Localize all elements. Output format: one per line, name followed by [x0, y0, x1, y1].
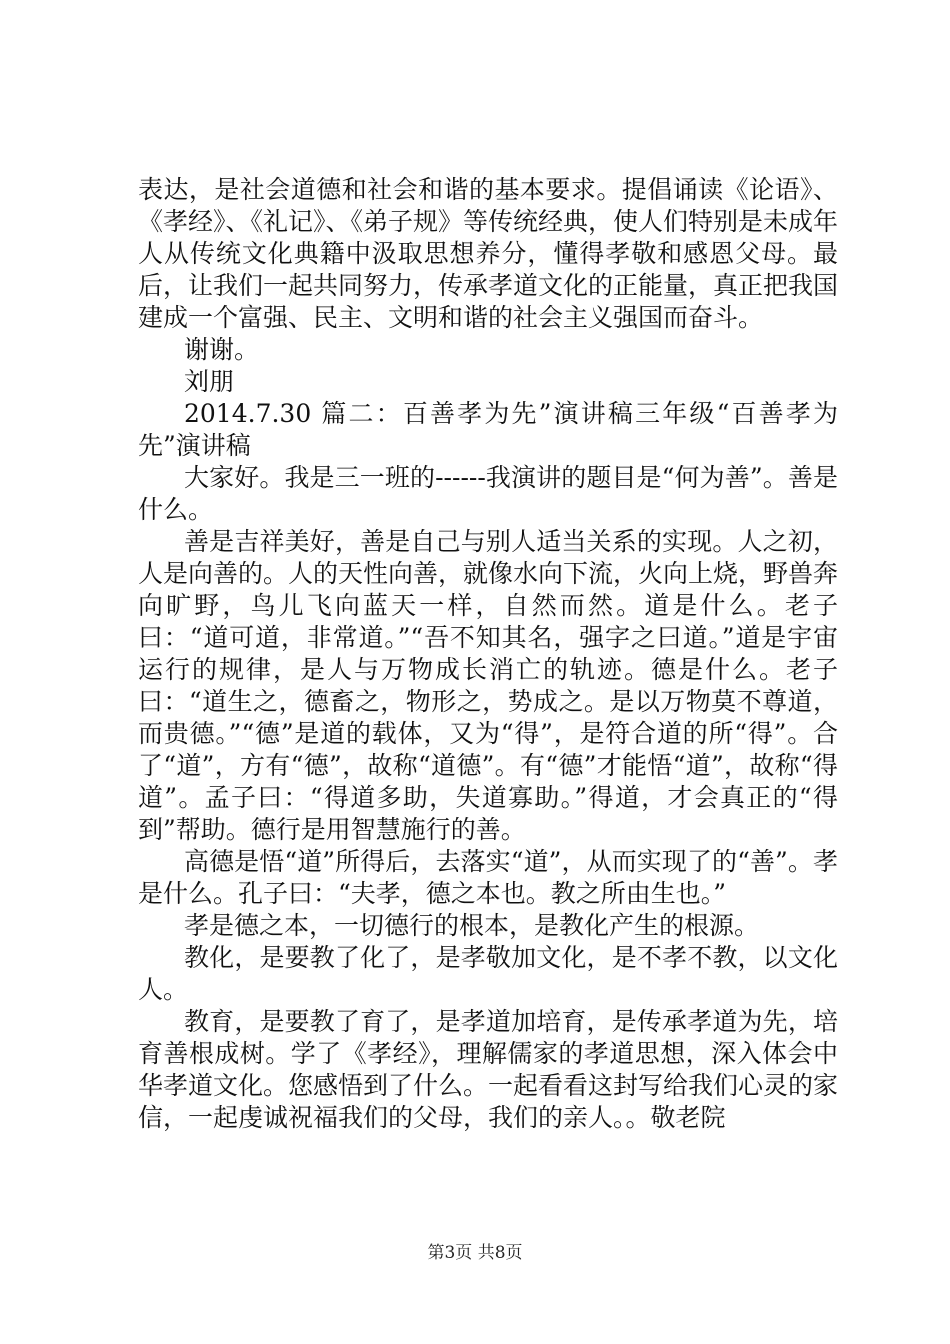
- paragraph-high-virtue: 高德是悟“道”所得后，去落实“道”，从而实现了的“善”。孝是什么。孔子曰：“夫孝，德之本也。教之所由生也。”: [138, 847, 838, 908]
- paragraph-education: 教育，是要教了育了，是孝道加培育，是传承孝道为先，培育善根成树。学了《孝经》，理解儒家的孝道思想，深入体会中华孝道文化。您感悟到了什么。一起看看这封写给我们心灵的家信，一起虔诚祝福我们的父母，我们的亲人。。敬老院: [138, 1007, 839, 1132]
- paragraph-what-is-good: 善是吉祥美好，善是自己与别人适当关系的实现。人之初，人是向善的。人的天性向善，就像水向下流，火向上烧，野兽奔向旷野，鸟儿飞向蓝天一样，自然而然。道是什么。老子曰：“道可道，非常道。”“吾不知其名，强字之曰道。”道是宇宙运行的规律，是人与万物成长消亡的轨迹。德是什么。老子曰：“道生之，德畜之，物形之，势成之。是以万物莫不尊道，而贵德。”“德”是道的载体，又为“得”，是符合道的所“得”。合了“道”，方有“德”，故称“道德”。有“德”才能悟“道”，故称“得道”。孟子曰：“得道多助，失道寡助。”得道，才会真正的“得到”帮助。德行是用智慧施行的善。: [138, 527, 839, 844]
- paragraph-author: 刘朋: [184, 367, 235, 396]
- paragraph-greeting: 大家好。我是三一班的------我演讲的题目是“何为善”。善是什么。: [138, 463, 838, 524]
- paragraph-date-title: 2014.7.30 篇二：百善孝为先”演讲稿三年级“百善孝为先”演讲稿: [138, 399, 838, 460]
- page-footer: 第3页 共8页: [427, 1243, 523, 1263]
- paragraph-enlightenment: 教化，是要教了化了，是孝敬加文化，是不孝不教，以文化人。: [138, 943, 838, 1004]
- document-body: [138, 174, 838, 1134]
- paragraph-thanks: 谢谢。: [184, 335, 260, 364]
- paragraph-filial-root: 孝是德之本，一切德行的根本，是教化产生的根源。: [184, 911, 760, 940]
- paragraph-continuation: 表达，是社会道德和社会和谐的基本要求。提倡诵读《论语》、《孝经》、《礼记》、《弟子规》等传统经典，使人们特别是未成年人从传统文化典籍中汲取思想养分，懂得孝敬和感恩父母。最后，让我们一起共同努力，传承孝道文化的正能量，真正把我国建成一个富强、民主、文明和谐的社会主义强国而奋斗。: [138, 175, 839, 332]
